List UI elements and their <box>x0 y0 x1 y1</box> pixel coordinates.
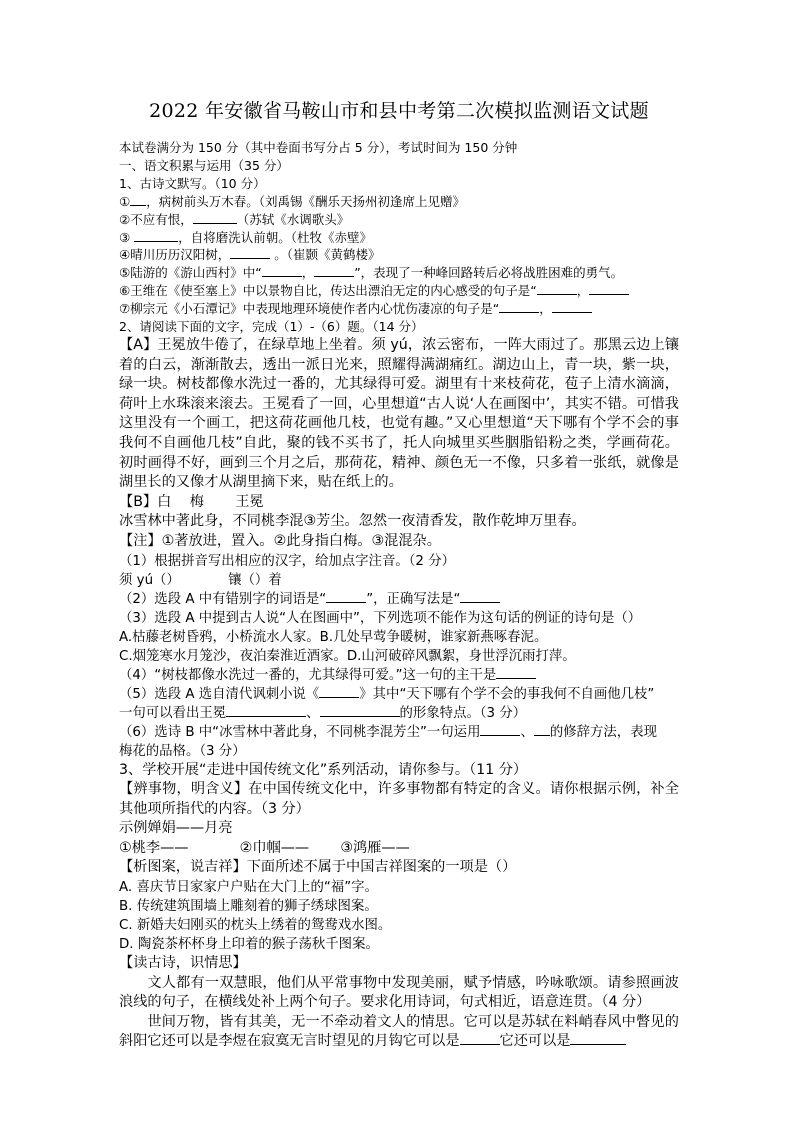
answer-blank[interactable] <box>552 300 592 313</box>
q2-sub4 <box>119 666 679 685</box>
exam-page <box>119 96 679 1052</box>
q2-sub6-b: 、 <box>520 724 534 740</box>
answer-blank[interactable] <box>570 1032 626 1045</box>
passage-b-label: 【B】白 <box>119 493 172 510</box>
answer-blank[interactable] <box>537 282 577 295</box>
answer-blank[interactable] <box>134 229 178 242</box>
answer-blank[interactable] <box>130 193 146 206</box>
passage-b-poem-title: 梅 <box>189 493 204 510</box>
q1-heading: 1、古诗文默写。（10 分） <box>119 175 266 191</box>
q1-item-4 <box>119 246 679 264</box>
q3-choice-c: C. 新婚夫妇刚买的枕头上绣着的鸳鸯戏水图。 <box>119 918 392 934</box>
answer-blank[interactable] <box>499 300 539 313</box>
q2-sub6 <box>119 723 679 742</box>
q3-part3-heading: 【读古诗，识情思】 <box>119 955 247 972</box>
q1-item-5-a: ⑤陆游的《游山西村》中“ <box>119 265 262 281</box>
answer-blank[interactable] <box>480 723 520 736</box>
q2-sub3: （3）选段 A 中提到古人说“人在图画中”，下列选项不能作为这句话的例证的诗句是（） <box>119 610 642 626</box>
q3-choice-b: B. 传统建筑围墙上雕刻着的狮子绣球图案。 <box>119 899 378 915</box>
q2-sub4-text: （4）“树枝都像水洗过一番的，尤其绿得可爱。”这一句的主干是 <box>119 667 497 683</box>
q2-sub2 <box>119 590 679 609</box>
q1-item-5-b: ， <box>301 265 315 281</box>
q2-sub1-blank-b: 镶（）着 <box>228 572 282 588</box>
q2-sub2-a: （2）选段 A 中有错别字的词语是“ <box>119 591 327 607</box>
section-heading: 一、语文积累与运用（35 分） <box>119 157 289 173</box>
q1-item-5-c: ”，表现了一种峰回路转后必将战胜困难的勇气。 <box>354 265 624 281</box>
q3-part3-fill <box>119 1013 679 1052</box>
q3-part3-text: 文人都有一双慧眼，他们从平常事物中发现美丽，赋予情感，吟咏歌颂。请参照画波浪线的句子，在横线处补上两个句子。要求化用诗词，句式相近，语意连贯。（4 分） <box>119 974 679 1011</box>
q2-sub5-c: 一句可以看出王冕 <box>119 705 227 721</box>
q1-item-2 <box>119 211 679 229</box>
poem-text: 冰雪林中著此身，不同桃李混③芳尘。忽然一夜清香发，散作乾坤万里春。 <box>119 513 586 530</box>
q2-sub6-a: （6）选诗 B 中“冰雪林中著此身，不同桃李混芳尘”一句运用 <box>119 724 481 740</box>
answer-blank[interactable] <box>326 590 366 603</box>
q2-sub1-blank-a: 须 yú（） <box>119 572 180 588</box>
q2-sub1: （1）根据拼音写出相应的汉字，给加点字注音。（2 分） <box>119 553 455 569</box>
q1-item-5 <box>119 264 679 282</box>
q3-option-3: ③鸿雁—— <box>340 839 410 856</box>
q3-options <box>119 839 679 859</box>
answer-blank[interactable] <box>460 1032 500 1045</box>
q1-item-1-prefix: ① <box>119 193 131 209</box>
q1-item-3 <box>119 229 679 247</box>
q1-item-3-prefix: ③ <box>119 229 131 245</box>
q2-sub3-options-cd: C.烟笼寒水月笼沙，夜泊秦淮近酒家。D.山河破碎风飘絮，身世浮沉雨打萍。 <box>119 648 576 664</box>
answer-blank[interactable] <box>320 704 400 717</box>
q1-item-3-suffix: ，自将磨洗认前朝。（杜牧《赤壁》 <box>178 229 372 245</box>
q1-item-7 <box>119 300 679 318</box>
q3-choice-a: A. 喜庆节日家家户户贴在大门上的“福”字。 <box>119 880 378 896</box>
q1-item-2-text: ②不应有恨， <box>119 211 193 227</box>
q1-item-1 <box>119 193 679 211</box>
q1-item-2-suffix: （苏轼《水调歌头》 <box>236 211 350 227</box>
q3-part3-fill-b: 它还可以是 <box>499 1033 571 1050</box>
q1-item-6 <box>119 282 679 300</box>
passage-b-author: 王冕 <box>235 493 264 510</box>
answer-blank[interactable] <box>262 264 302 277</box>
q1-item-1-text: ，病树前头万木春。（刘禹锡《酬乐天扬州初逢席上见赠》 <box>146 193 465 209</box>
q3-option-1: ①桃李—— <box>119 839 189 856</box>
answer-blank[interactable] <box>534 723 550 736</box>
q3-part2-heading: 【析图案，说吉祥】下面所述不属于中国吉祥图案的一项是（） <box>119 859 517 876</box>
q1-item-4-text: ④晴川历历汉阳树， <box>119 247 231 263</box>
q2-sub5-e: 的形象特点。（3 分） <box>399 705 527 721</box>
q3-part3-fill-a: 世间万物，皆有其美，无一不牵动着文人的情思。它可以是苏轼在料峭春风中瞥见的斜阳它还可以是李煜在寂寞无言时望见的月钩它可以是 <box>119 1013 679 1050</box>
q2-sub5-d: 、 <box>306 705 320 721</box>
passage-a: 【A】王冕放牛倦了，在绿草地上坐着。须 yú，浓云密布，一阵大雨过了。那黑云边上镶着的白云，渐渐散去，透出一派日光来，照耀得满湖痛红。湖边山上，青一块，紫一块，绿一块。树枝都像水洗过一番的，尤其绿得可爱。湖里有十来枝荷花，苞子上清水滴滴，荷叶上水珠滚来滚去。王冕看了一回，心里想道“古人说‘人在画图中’，其实不错。可惜我这里没有一个画工，把这荷花画他几枝，也觉有趣。”又心里想道“天下哪有个学不会的事我何不自画他几枝”自此，聚的钱不买书了，托人向城里买些胭脂铅粉之类，学画荷花。初时画得不好，画到三个月之后，那荷花，精神、颜色无一不像，只多着一张纸，就像是湖里长的又像才从湖里摘下来，贴在纸上的。 <box>119 336 679 491</box>
q2-sub6-c: 的修辞方法，表现 <box>549 724 657 740</box>
q2-sub1-blanks <box>119 571 679 590</box>
q2-sub5-cont <box>119 704 679 723</box>
answer-blank[interactable] <box>496 666 536 679</box>
answer-blank[interactable] <box>314 264 354 277</box>
q1-item-7-a: ⑦柳宗元《小石潭记》中表现地理环境使作者内心忧伤凄凉的句子是“ <box>119 301 500 317</box>
answer-blank[interactable] <box>589 282 629 295</box>
q1-item-6-a: ⑥王维在《使至塞上》中以景物自比，传达出漂泊无定的内心感受的句子是“ <box>119 283 537 299</box>
passage-b-title <box>119 493 679 513</box>
q2-heading: 2、请阅读下面的文字，完成（1）-（6）题。（14 分） <box>119 319 424 335</box>
q3-heading: 3、学校开展“走进中国传统文化”系列活动，请你参与。（11 分） <box>119 761 528 778</box>
page-title: 2022 年安徽省马鞍山市和县中考第二次模拟监测语文试题 <box>149 100 649 122</box>
answer-blank[interactable] <box>460 590 500 603</box>
intro-line: 本试卷满分为 150 分（其中卷面书写分占 5 分），考试时间为 150 分钟 <box>119 140 518 155</box>
q3-choice-d: D. 陶瓷茶杯杯身上印着的猴子荡秋千图案。 <box>119 937 379 953</box>
q1-item-4-suffix: 。（崔颢《黄鹤楼》 <box>274 247 381 263</box>
q1-item-6-b: ， <box>576 283 590 299</box>
answer-blank[interactable] <box>226 704 306 717</box>
answer-blank[interactable] <box>319 685 359 698</box>
q2-sub3-options-ab: A.枯藤老树昏鸦，小桥流水人家。B.几处早莺争暖树，谁家新燕啄春泥。 <box>119 629 548 645</box>
q2-sub5-b: 》其中“天下哪有个学不会的事我何不自画他几枝” <box>359 686 655 702</box>
q3-option-2: ②巾帼—— <box>239 839 310 856</box>
poem-note: 【注】①著放进，置入。②此身指白梅。③混混杂。 <box>119 532 441 549</box>
q3-example: 示例婵娟——月亮 <box>119 820 233 837</box>
q2-sub5-a: （5）选段 A 选自清代讽刺小说《 <box>119 686 320 702</box>
q2-sub6-cont: 梅花的品格。（3 分） <box>119 743 246 759</box>
q2-sub5 <box>119 685 679 704</box>
q3-part1-heading: 【辨事物，明含义】在中国传统文化中，许多事物都有特定的含义。请你根据示例，补全其他项所指代的内容。（3 分） <box>119 781 679 817</box>
answer-blank[interactable] <box>230 246 270 259</box>
q1-item-7-b: ， <box>539 301 552 317</box>
answer-blank[interactable] <box>193 211 237 224</box>
q2-sub2-b: ”，正确写法是“ <box>366 591 461 607</box>
